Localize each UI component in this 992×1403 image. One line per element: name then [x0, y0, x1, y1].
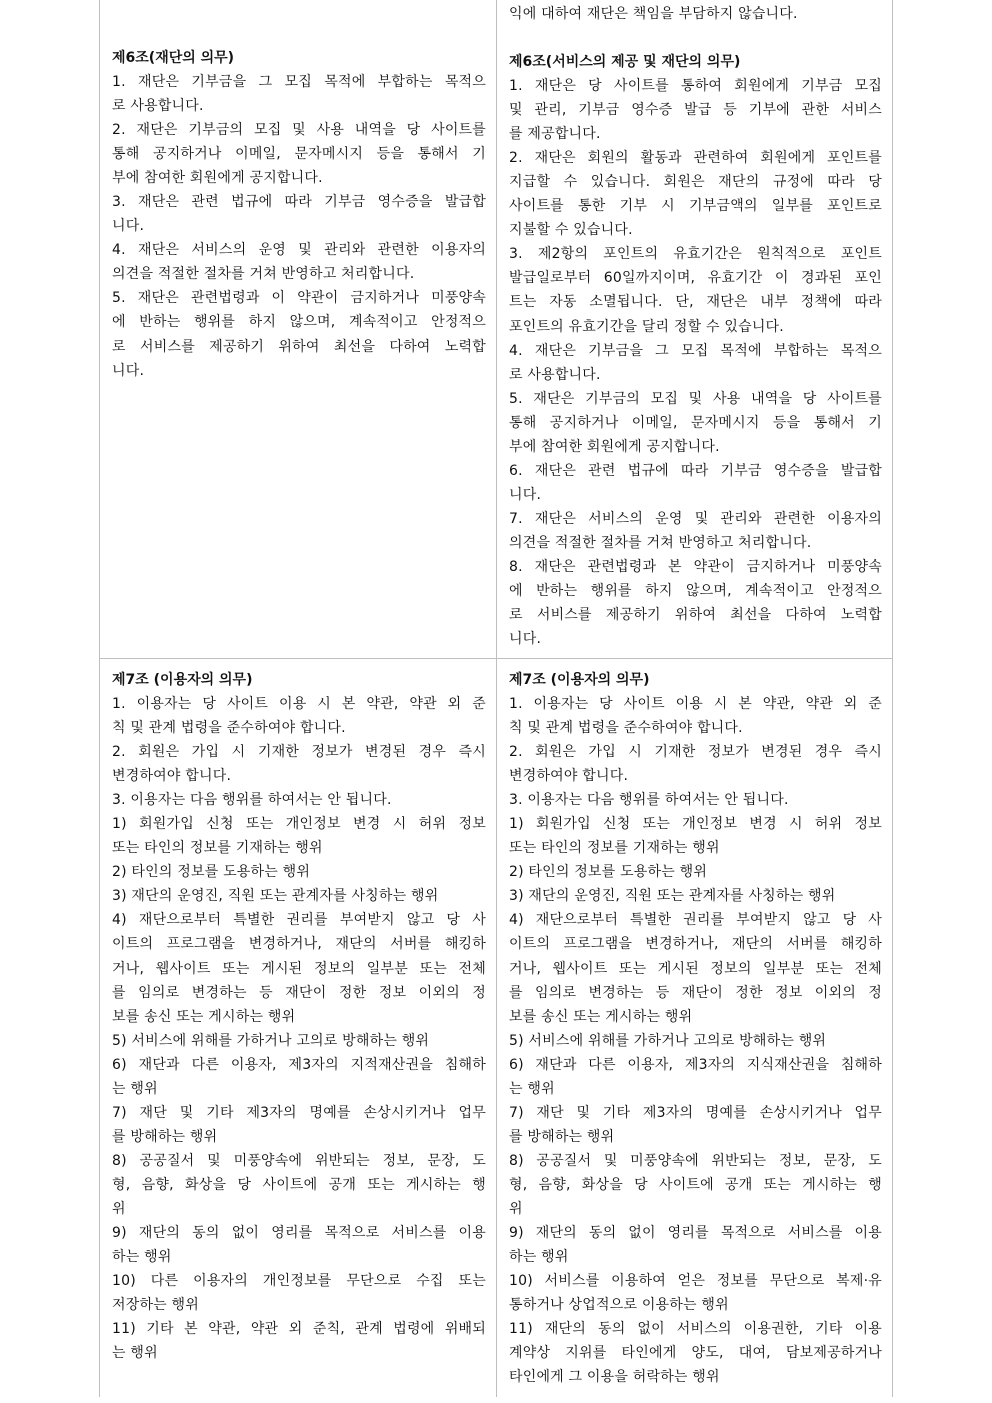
text-line: 부에 참여한 회원에게 공지합니다. — [509, 438, 720, 455]
text-line: 의견을 적절한 절차를 거쳐 반영하고 처리합니다. — [112, 266, 415, 283]
text-line: 발급일로부터 60일까지이며, 유효기간 이 경과된 포인 — [509, 270, 882, 287]
text-line: 계약상 지위를 타인에게 양도, 대여, 담보제공하거나 — [509, 1345, 882, 1362]
text-line: 8. 재단은 관련법령과 본 약관이 금지하거나 미풍양속 — [509, 558, 882, 575]
text-line: 8) 공공질서 및 미풍양속에 위반되는 정보, 문장, 도 — [112, 1152, 486, 1169]
text-line: 로 서비스를 제공하기 위하여 최선을 다하여 노력합 — [509, 607, 882, 624]
text-line: 11) 기타 본 약관, 약관 외 준칙, 관계 법령에 위배되 — [112, 1321, 486, 1338]
article-body — [112, 70, 486, 383]
text-line: 니다. — [112, 218, 145, 235]
table-border-right — [892, 0, 893, 1397]
text-line: 를 제공합니다. — [509, 126, 601, 143]
text-line: 니다. — [509, 486, 542, 503]
text-line: 7. 재단은 서비스의 운영 및 관리와 관련한 이용자의 — [509, 510, 882, 527]
text-line: 로 사용합니다. — [112, 98, 204, 115]
text-line: 5) 서비스에 위해를 가하거나 고의로 방해하는 행위 — [112, 1032, 430, 1049]
row-divider — [99, 658, 893, 659]
article-body — [509, 692, 882, 1389]
text-line: 변경하여야 합니다. — [509, 768, 629, 785]
text-line: 지급할 수 있습니다. 회원은 재단의 규정에 따라 당 — [509, 174, 882, 191]
text-line: 및 관리, 기부금 영수증 발급 등 기부에 관한 서비스 — [509, 102, 882, 119]
text-line: 7) 재단 및 기타 제3자의 명예를 손상시키거나 업무 — [509, 1104, 882, 1121]
text-line: 3) 재단의 운영진, 직원 또는 관계자를 사칭하는 행위 — [112, 888, 439, 905]
text-line: 하는 행위 — [509, 1249, 569, 1266]
text-line: 5. 재단은 관련법령과 이 약관이 금지하거나 미풍양속 — [112, 290, 486, 307]
text-line: 형, 음향, 화상을 당 사이트에 공개 또는 게시하는 행 — [509, 1176, 882, 1193]
text-line: 위 — [509, 1200, 523, 1217]
text-line: 10) 다른 이용자의 개인정보를 무단으로 수집 또는 — [112, 1273, 486, 1290]
terms-comparison-table — [99, 0, 893, 1403]
text-line: 타인에게 그 이용을 허락하는 행위 — [509, 1369, 720, 1386]
text-line: 니다. — [509, 631, 542, 648]
article-body — [509, 74, 882, 651]
text-line: 이트의 프로그램을 변경하거나, 재단의 서버를 해킹하 — [509, 936, 882, 953]
text-line: 부에 참여한 회원에게 공지합니다. — [112, 170, 323, 187]
text-line: 형, 음향, 화상을 당 사이트에 공개 또는 게시하는 행 — [112, 1176, 486, 1193]
text-line: 니다. — [112, 362, 145, 379]
text-line: 2. 재단은 기부금의 모집 및 사용 내역을 당 사이트를 — [112, 122, 486, 139]
text-line: 1) 회원가입 신청 또는 개인정보 변경 시 허위 정보 — [112, 816, 486, 833]
article-heading: 제7조 (이용자의 의무) — [509, 672, 650, 688]
text-line: 3. 이용자는 다음 행위를 하여서는 안 됩니다. — [112, 792, 392, 809]
article-heading: 제6조(서비스의 제공 및 재단의 의무) — [509, 54, 741, 71]
text-line: 4. 재단은 서비스의 운영 및 관리와 관련한 이용자의 — [112, 242, 486, 259]
text-line: 3. 제2항의 포인트의 유효기간은 원칙적으로 포인트 — [509, 246, 882, 263]
cell-left-bottom — [100, 668, 496, 1365]
text-line: 3. 재단은 관련 법규에 따라 기부금 영수증을 발급합 — [112, 194, 486, 211]
text-line: 3. 이용자는 다음 행위를 하여서는 안 됩니다. — [509, 792, 789, 809]
text-line: 는 행위 — [112, 1080, 158, 1097]
text-line: 에 반하는 행위를 하지 않으며, 계속적이고 안정적으 — [112, 314, 486, 331]
cell-left-top — [100, 46, 496, 383]
text-line: 로 사용합니다. — [509, 366, 601, 383]
text-line: 9) 재단의 동의 없이 영리를 목적으로 서비스를 이용 — [112, 1225, 486, 1242]
text-line: 를 방해하는 행위 — [112, 1128, 218, 1145]
text-line: 통하거나 상업적으로 이용하는 행위 — [509, 1297, 729, 1314]
text-line: 3) 재단의 운영진, 직원 또는 관계자를 사칭하는 행위 — [509, 888, 836, 905]
continued-text: 익에 대하여 재단은 책임을 부담하지 않습니다. — [509, 6, 798, 22]
text-line: 포인트의 유효기간을 달리 정할 수 있습니다. — [509, 318, 784, 335]
text-line: 8) 공공질서 및 미풍양속에 위반되는 정보, 문장, 도 — [509, 1152, 882, 1169]
text-line: 는 행위 — [112, 1345, 158, 1362]
text-line: 2. 재단은 회원의 활동과 관련하여 회원에게 포인트를 — [509, 150, 882, 167]
text-line: 통해 공지하거나 이메일, 문자메시지 등을 통해서 기 — [112, 146, 486, 163]
text-line: 보를 송신 또는 게시하는 행위 — [509, 1008, 693, 1025]
text-line: 거나, 웹사이트 또는 게시된 정보의 일부분 또는 전체 — [509, 960, 882, 977]
text-line: 보를 송신 또는 게시하는 행위 — [112, 1008, 296, 1025]
text-line: 에 반하는 행위를 하지 않으며, 계속적이고 안정적으 — [509, 583, 882, 600]
text-line: 2) 타인의 정보를 도용하는 행위 — [112, 864, 311, 881]
text-line: 10) 서비스를 이용하여 얻은 정보를 무단으로 복제·유 — [509, 1273, 882, 1290]
text-line: 1. 이용자는 당 사이트 이용 시 본 약관, 약관 외 준 — [509, 696, 882, 712]
text-line: 칙 및 관계 법령을 준수하여야 합니다. — [112, 720, 346, 737]
text-line: 를 임의로 변경하는 등 재단이 정한 정보 이외의 정 — [509, 984, 882, 1001]
text-line: 지불할 수 있습니다. — [509, 222, 633, 239]
text-line: 위 — [112, 1200, 126, 1217]
text-line: 1. 재단은 당 사이트를 통하여 회원에게 기부금 모집 — [509, 78, 882, 95]
text-line: 를 임의로 변경하는 등 재단이 정한 정보 이외의 정 — [112, 984, 486, 1001]
text-line: 4) 재단으로부터 특별한 권리를 부여받지 않고 당 사 — [509, 912, 882, 929]
text-line: 1) 회원가입 신청 또는 개인정보 변경 시 허위 정보 — [509, 816, 882, 833]
text-line: 11) 재단의 동의 없이 서비스의 이용권한, 기타 이용 — [509, 1321, 882, 1338]
text-line: 2) 타인의 정보를 도용하는 행위 — [509, 864, 708, 881]
text-line: 의견을 적절한 절차를 거쳐 반영하고 처리합니다. — [509, 534, 812, 551]
text-line: 6. 재단은 관련 법규에 따라 기부금 영수증을 발급합 — [509, 462, 882, 479]
text-line: 는 행위 — [509, 1080, 555, 1097]
text-line: 사이트를 통한 기부 시 기부금액의 일부를 포인트로 — [509, 198, 882, 215]
text-line: 거나, 웹사이트 또는 게시된 정보의 일부분 또는 전체 — [112, 960, 486, 977]
text-line: 하는 행위 — [112, 1249, 172, 1266]
text-line: 4) 재단으로부터 특별한 권리를 부여받지 않고 당 사 — [112, 912, 486, 929]
cell-right-top — [497, 2, 892, 651]
text-line: 이트의 프로그램을 변경하거나, 재단의 서버를 해킹하 — [112, 936, 486, 953]
text-line: 1. 이용자는 당 사이트 이용 시 본 약관, 약관 외 준 — [112, 696, 486, 712]
text-line: 통해 공지하거나 이메일, 문자메시지 등을 통해서 기 — [509, 414, 882, 431]
text-line: 7) 재단 및 기타 제3자의 명예를 손상시키거나 업무 — [112, 1104, 486, 1121]
text-line: 5) 서비스에 위해를 가하거나 고의로 방해하는 행위 — [509, 1032, 827, 1049]
text-line: 1. 재단은 기부금을 그 모집 목적에 부합하는 목적으 — [112, 74, 486, 90]
text-line: 5. 재단은 기부금의 모집 및 사용 내역을 당 사이트를 — [509, 390, 882, 407]
text-line: 또는 타인의 정보를 기재하는 행위 — [112, 840, 323, 857]
article-body — [112, 692, 486, 1365]
text-line: 9) 재단의 동의 없이 영리를 목적으로 서비스를 이용 — [509, 1225, 882, 1242]
text-line: 변경하여야 합니다. — [112, 768, 232, 785]
text-line: 6) 재단과 다른 이용자, 제3자의 지적재산권을 침해하 — [112, 1056, 486, 1073]
text-line: 칙 및 관계 법령을 준수하여야 합니다. — [509, 720, 743, 737]
text-line: 4. 재단은 기부금을 그 모집 목적에 부합하는 목적으 — [509, 342, 882, 359]
text-line: 또는 타인의 정보를 기재하는 행위 — [509, 840, 720, 857]
article-heading: 제6조(재단의 의무) — [112, 50, 235, 66]
text-line: 저장하는 행위 — [112, 1297, 199, 1314]
text-line: 6) 재단과 다른 이용자, 제3자의 지식재산권을 침해하 — [509, 1056, 882, 1073]
cell-right-bottom — [497, 668, 892, 1389]
text-line: 2. 회원은 가입 시 기재한 정보가 변경된 경우 즉시 — [112, 744, 486, 761]
text-line: 2. 회원은 가입 시 기재한 정보가 변경된 경우 즉시 — [509, 744, 882, 761]
text-line: 트는 자동 소멸됩니다. 단, 재단은 내부 정책에 따라 — [509, 294, 882, 311]
text-line: 로 서비스를 제공하기 위하여 최선을 다하여 노력합 — [112, 338, 486, 355]
article-heading: 제7조 (이용자의 의무) — [112, 672, 253, 688]
text-line: 를 방해하는 행위 — [509, 1128, 615, 1145]
